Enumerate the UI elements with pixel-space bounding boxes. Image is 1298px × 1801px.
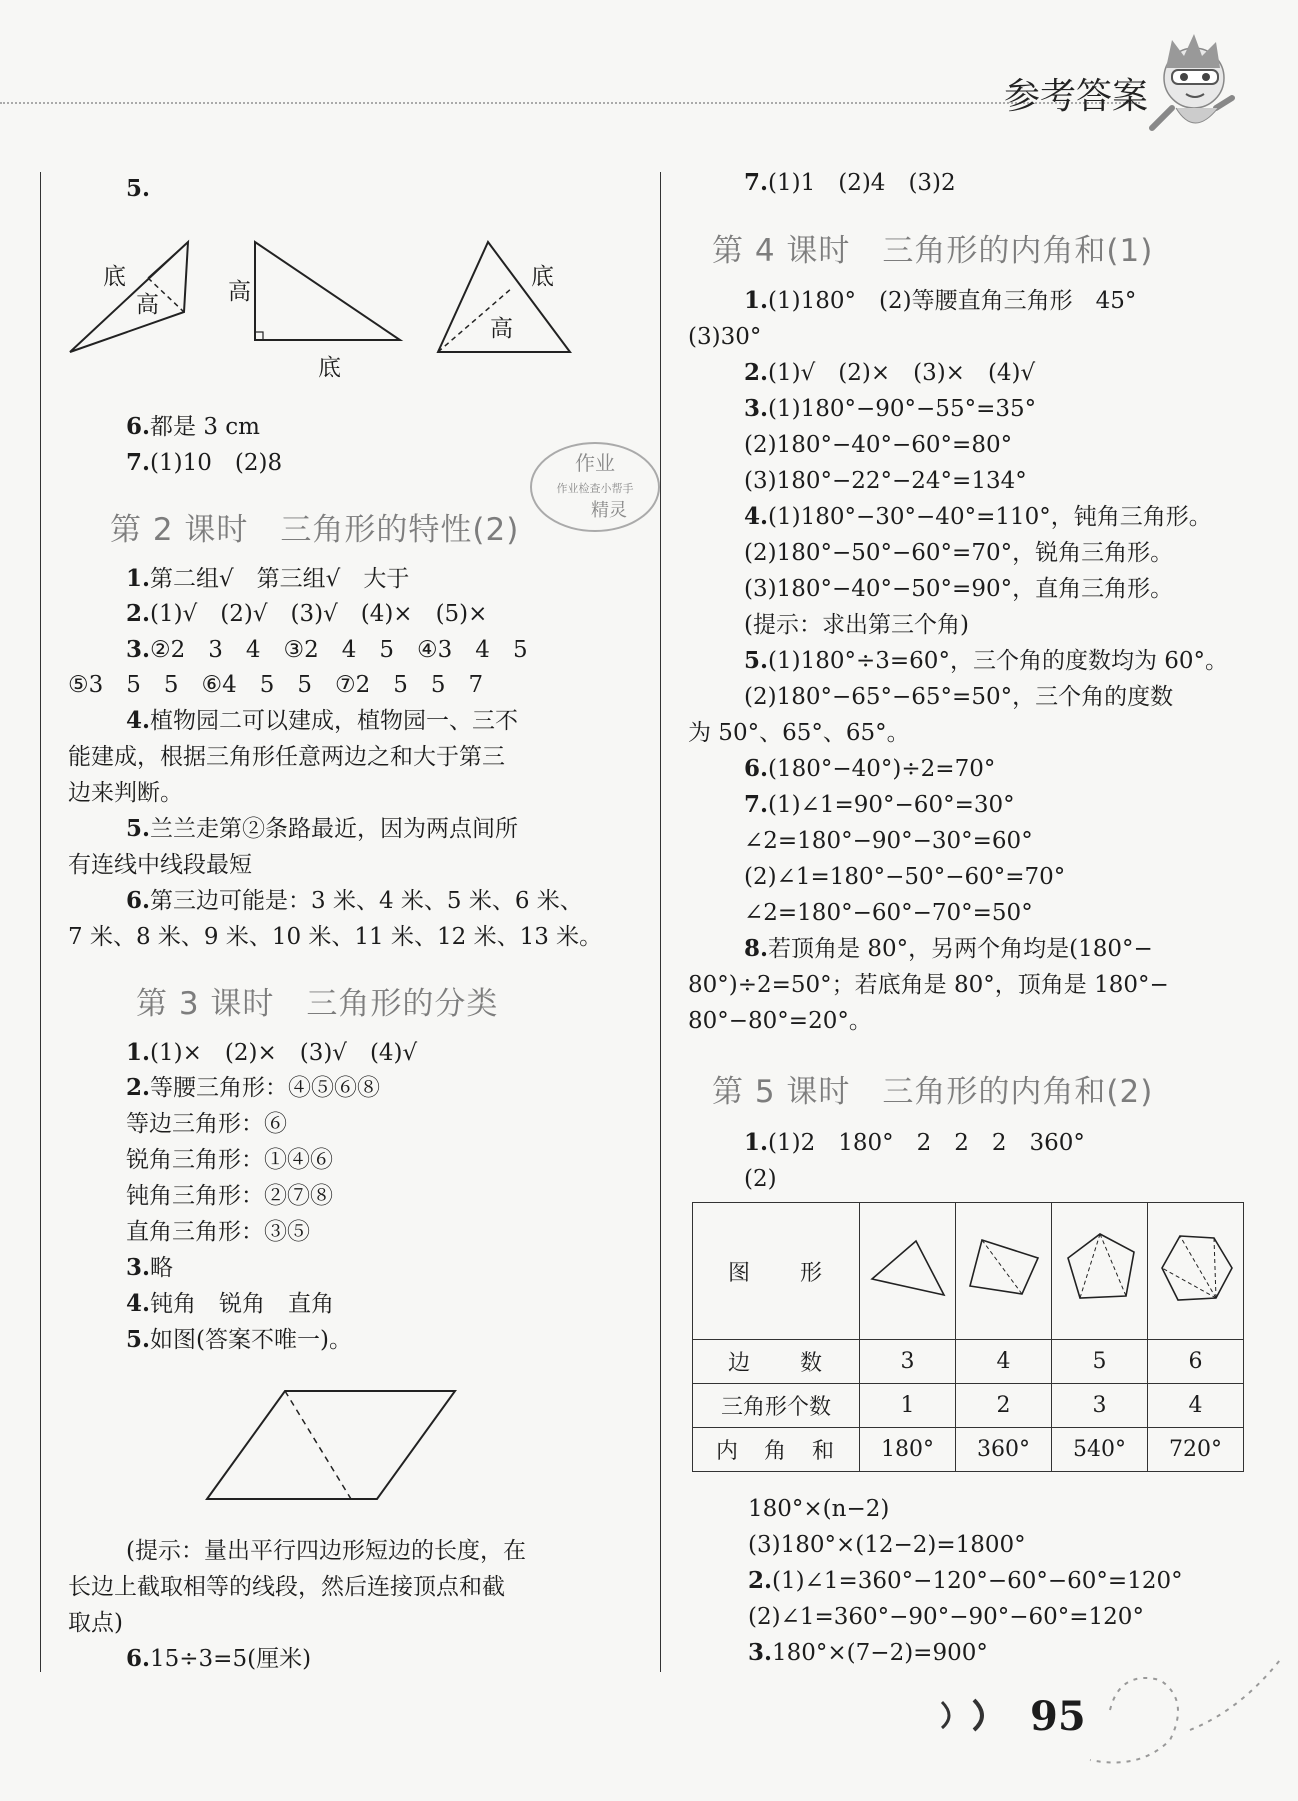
table-row-label: 图 形 (693, 1203, 860, 1340)
answer-line: (2)180°−50°−60°=70°，锐角三角形。 (744, 540, 1174, 566)
svg-text:作业: 作业 (575, 451, 615, 475)
table-cell: 5 (1052, 1340, 1148, 1384)
fig2-height-label: 高 (228, 279, 251, 305)
answer-line: 3.(1)180°−90°−55°=35° (744, 395, 1037, 422)
answer-line: 4.钝角 锐角 直角 (126, 1290, 335, 1317)
svg-text:作业检查小帮手: 作业检查小帮手 (556, 482, 634, 495)
table-cell: 360° (956, 1428, 1052, 1472)
table-row (693, 1384, 1244, 1428)
answer-line: 取点) (68, 1610, 123, 1636)
answer-line: 有连线中线段最短 (68, 852, 252, 878)
table-cell: 4 (956, 1340, 1052, 1384)
table-cell: 2 (956, 1384, 1052, 1428)
fig3-height-label: 高 (490, 316, 513, 342)
answer-line: 等边三角形：⑥ (126, 1111, 287, 1137)
table-cell: 1 (860, 1384, 956, 1428)
answer-line: 8.若顶角是 80°，另两个角均是(180°− (744, 935, 1153, 962)
table-row-label: 三角形个数 (693, 1384, 860, 1428)
answer-line: 2.(1)√ (2)× (3)× (4)√ (744, 359, 1036, 386)
answer-line: ∠2=180°−60°−70°=50° (744, 900, 1033, 926)
table-row-label: 内 角 和 (693, 1428, 860, 1472)
answer-line: ⑤3 5 5 ⑥4 5 5 ⑦2 5 5 7 (68, 672, 484, 698)
answer-line: 5.如图(答案不唯一)。 (126, 1326, 352, 1353)
answer-line: (提示：量出平行四边形短边的长度，在 (126, 1538, 526, 1564)
answer-line: 7.(1)∠1=90°−60°=30° (744, 791, 1015, 818)
answer-line: (提示：求出第三个角) (744, 612, 969, 638)
answer-line: 边来判断。 (68, 780, 183, 806)
fig1-base-label: 底 (103, 264, 126, 290)
answer-line: 3.略 (126, 1254, 174, 1281)
middle-column-rule (660, 172, 661, 1672)
homework-stamp (525, 432, 665, 542)
fig3-base-label: 底 (531, 264, 554, 290)
answer-line: 6.都是 3 cm (126, 413, 260, 440)
mascot-icon (1132, 28, 1252, 138)
answer-line: 7.(1)1 (2)4 (3)2 (744, 169, 956, 196)
section-title: 第 4 课时 三角形的内角和(1) (712, 233, 1154, 269)
answer-line: 6.第三边可能是：3 米、4 米、5 米、6 米、 (126, 887, 583, 914)
shape-hexagon (1148, 1203, 1244, 1340)
answer-line: (2)180°−65°−65°=50°，三个角的度数 (744, 684, 1174, 710)
answer-line: 80°)÷2=50°；若底角是 80°，顶角是 180°− (688, 972, 1169, 998)
table-cell: 720° (1148, 1428, 1244, 1472)
answer-line: 1.第二组√ 第三组√ 大于 (126, 565, 410, 592)
answer-line: ∠2=180°−90°−30°=60° (744, 828, 1033, 854)
table-cell: 3 (860, 1340, 956, 1384)
table-row (693, 1203, 1244, 1340)
answer-line: 6.(180°−40°)÷2=70° (744, 755, 996, 782)
section-title: 第 5 课时 三角形的内角和(2) (712, 1074, 1154, 1110)
answer-line: (3)180°−22°−24°=134° (744, 468, 1027, 494)
fig2-base-label: 底 (318, 355, 341, 381)
answer-line: 直角三角形：③⑤ (126, 1219, 310, 1245)
dotted-swirl-decoration-icon (1060, 1640, 1290, 1780)
answer-line: 7 米、8 米、9 米、10 米、11 米、12 米、13 米。 (68, 924, 603, 950)
answer-line: 长边上截取相等的线段，然后连接顶点和截 (68, 1574, 505, 1600)
table-row (693, 1428, 1244, 1472)
answer-line: 5.(1)180°÷3=60°，三个角的度数均为 60°。 (744, 647, 1229, 674)
shape-quadrilateral (956, 1203, 1052, 1340)
answer-line: 2.(1)√ (2)√ (3)√ (4)× (5)× (126, 600, 488, 627)
polygon-table (692, 1202, 1244, 1472)
answer-line: 3.180°×(7−2)=900° (748, 1639, 988, 1666)
answer-line: 2.等腰三角形：④⑤⑥⑧ (126, 1074, 381, 1101)
header-rule (0, 102, 1140, 104)
shape-pentagon (1052, 1203, 1148, 1340)
answer-line: 4.植物园二可以建成，植物园一、三不 (126, 707, 519, 734)
answer-line: (3)180°−40°−50°=90°，直角三角形。 (744, 576, 1174, 602)
answer-line: 2.(1)∠1=360°−120°−60°−60°=120° (748, 1567, 1183, 1594)
answer-line: (2)∠1=180°−50°−60°=70° (744, 864, 1066, 890)
section-title: 第 3 课时 三角形的分类 (136, 986, 499, 1022)
q5-label: 5. (126, 175, 151, 202)
answer-line: 1.(1)2 180° 2 2 2 360° (744, 1129, 1085, 1156)
answer-line: (3)30° (688, 324, 762, 350)
table-row-label: 边 数 (693, 1340, 860, 1384)
answer-line: 钝角三角形：②⑦⑧ (126, 1183, 333, 1209)
table-cell: 3 (1052, 1384, 1148, 1428)
table-cell: 540° (1052, 1428, 1148, 1472)
answer-line: (2) (744, 1166, 777, 1192)
answer-line: 7.(1)10 (2)8 (126, 449, 283, 476)
answer-line: 为 50°、65°、65°。 (688, 720, 910, 746)
crescent-decoration-icon (934, 1694, 1024, 1734)
table-cell: 6 (1148, 1340, 1244, 1384)
svg-text:精灵: 精灵 (591, 500, 627, 521)
fig1-height-label: 高 (136, 292, 159, 318)
header-title: 参考答案 (1003, 76, 1148, 117)
answer-line: 能建成，根据三角形任意两边之和大于第三 (68, 744, 505, 770)
answer-line: 6.15÷3=5(厘米) (126, 1645, 312, 1672)
answer-line: (3)180°×(12−2)=1800° (748, 1532, 1026, 1558)
left-column-rule (40, 172, 41, 1672)
answer-line: (2)180°−40°−60°=80° (744, 432, 1013, 458)
table-cell: 4 (1148, 1384, 1244, 1428)
answer-line: 5.兰兰走第②条路最近，因为两点间所 (126, 815, 519, 842)
section-title: 第 2 课时 三角形的特性(2) (110, 512, 520, 548)
parallelogram-figure (205, 1385, 465, 1505)
table-cell: 180° (860, 1428, 956, 1472)
page-number: 95 (1030, 1693, 1086, 1740)
answer-line: 80°−80°=20°。 (688, 1008, 872, 1034)
shape-triangle (860, 1203, 956, 1340)
answer-line: 1.(1)180° (2)等腰直角三角形 45° (744, 287, 1137, 314)
answer-line: 1.(1)× (2)× (3)√ (4)√ (126, 1039, 418, 1066)
answer-line: (2)∠1=360°−90°−90°−60°=120° (748, 1604, 1144, 1630)
table-row (693, 1340, 1244, 1384)
answer-line: 3.②2 3 4 ③2 4 5 ④3 4 5 (126, 636, 528, 663)
answer-line: 4.(1)180°−30°−40°=110°，钝角三角形。 (744, 503, 1212, 530)
answer-line: 180°×(n−2) (748, 1496, 890, 1522)
answer-line: 锐角三角形：①④⑥ (126, 1147, 333, 1173)
